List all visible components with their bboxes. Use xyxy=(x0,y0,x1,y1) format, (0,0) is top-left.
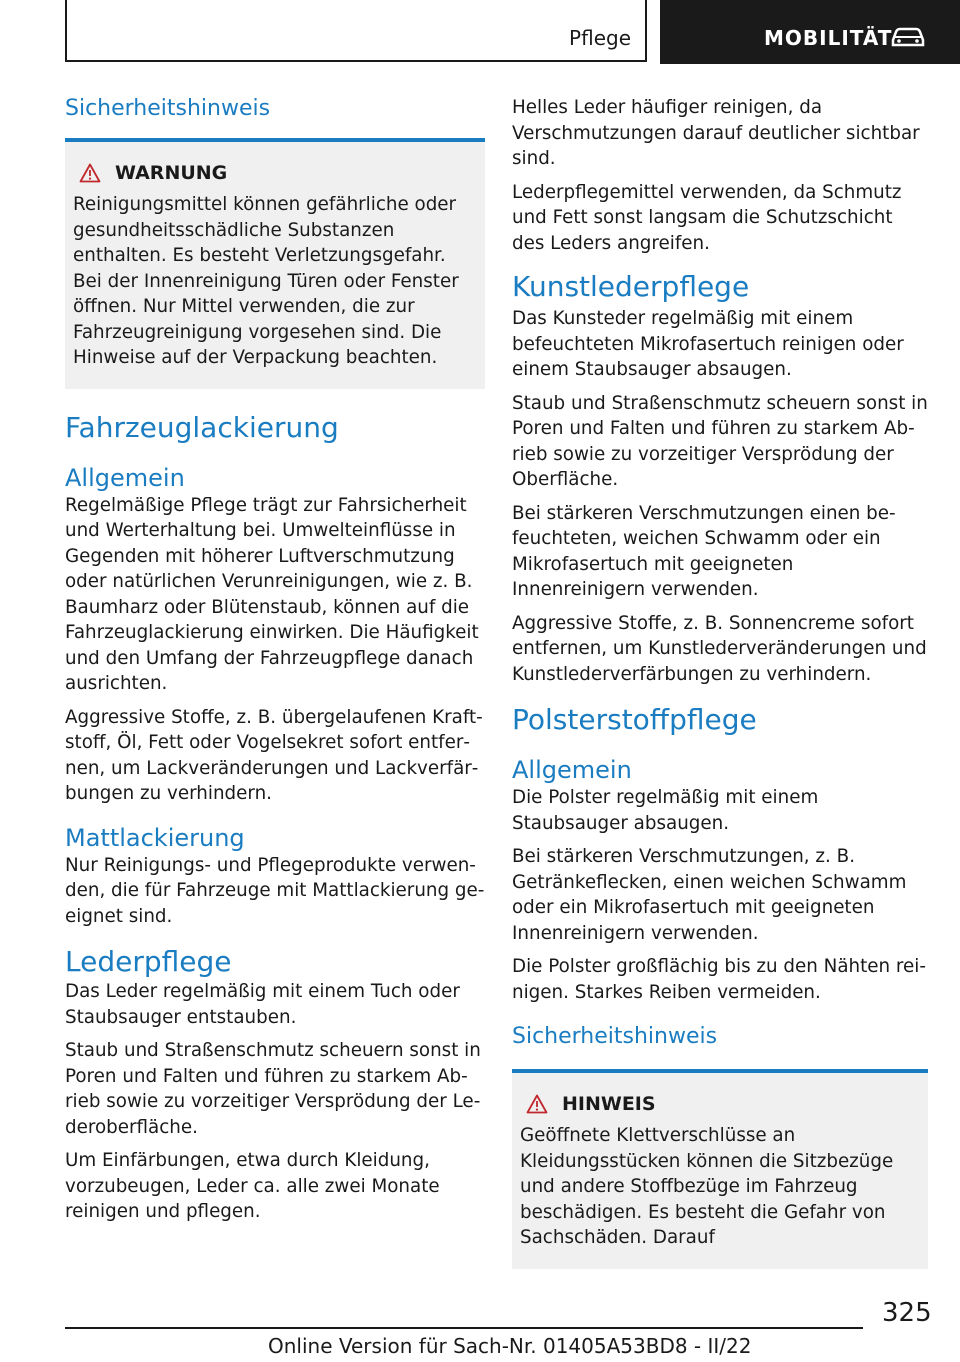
paragraph: Die Polster regelmäßig mit einem Staubsauger absaugen. xyxy=(512,787,819,834)
right-column xyxy=(512,95,928,1269)
notice-text: Geöffnete Klettverschlüsse an Kleidungsstücken können die Sitzbezüge und andere Stoffbezüge im Fahrzeug beschädigen. Es besteht die Gefahr von Sachschäden. Darauf xyxy=(520,1125,894,1248)
paragraph: Bei stärkeren Verschmutzungen, z. B. Getränkeflecken, einen weichen Schwamm oder ein Mikrofasertuch mit geeigneten Innenreinigern verwenden. xyxy=(512,846,907,944)
section-tab xyxy=(65,0,647,62)
warning-label: WARNUNG xyxy=(115,162,228,184)
paragraph: Bei stärkeren Verschmutzungen einen befeuchteten, weichen Schwamm oder ein Mikrofasertuch mit geeigneten Innenreinigern verwenden. xyxy=(512,502,896,600)
paragraph: Nur Reinigungs- und Pflegeprodukte verwenden, die für Fahrzeuge mit Mattlackierung geeignet sind. xyxy=(65,854,485,927)
warning-text: Reinigungsmittel können gefährliche oder gesundheitsschädliche Substanzen enthalten. Es besteht Verletzungsgefahr. Bei der Innenreinigung Türen oder Fenster öffnen. Nur Mittel verwenden, die zur Fahrzeugreinigung vorgesehen sind. Die Hinweise auf der Verpackung beachten. xyxy=(73,194,459,368)
footer-divider xyxy=(65,1327,863,1329)
heading-allgemein: Allgemein xyxy=(512,756,632,784)
heading-sicherheitshinweis: Sicherheitshinweis xyxy=(512,1024,718,1049)
warning-header xyxy=(73,158,477,188)
notice-box xyxy=(512,1073,928,1269)
left-column xyxy=(65,95,485,1233)
paragraph: Die Polster großflächig bis zu den Nähten reinigen. Starkes Reiben vermeiden. xyxy=(512,956,926,1003)
car-icon xyxy=(890,26,926,48)
heading-kunstlederpflege: Kunstlederpflege xyxy=(512,270,750,303)
chapter-tab-label: MOBILITÄT xyxy=(764,26,893,50)
chapter-tab xyxy=(660,0,960,64)
warning-icon xyxy=(526,1094,548,1114)
notice-label: HINWEIS xyxy=(562,1093,656,1115)
section-tab-label: Pflege xyxy=(569,26,631,50)
warning-icon xyxy=(79,163,101,183)
heading-fahrzeuglackierung: Fahrzeuglackierung xyxy=(65,410,339,444)
heading-polsterstoffpflege: Polsterstoffpflege xyxy=(512,703,757,736)
paragraph: Staub und Straßenschmutz scheuern sonst in Poren und Falten und führen zu starkem Abrieb sowie zu vorzeitiger Versprödung der Lederoberfläche. xyxy=(65,1040,481,1138)
paragraph: Das Kunsteder regelmäßig mit einem befeuchteten Mikrofasertuch reinigen oder einem Staubsauger absaugen. xyxy=(512,308,904,380)
page-number: 325 xyxy=(882,1298,932,1328)
heading-lederpflege: Lederpflege xyxy=(65,945,232,978)
paragraph: Regelmäßige Pflege trägt zur Fahrsicherheit und Werterhaltung bei. Umwelteinflüsse in Gegenden mit höherer Luftverschmutzung oder natürlichen Verunreinigungen, wie z. B. Baumharz oder Blütenstaub, können auf die Fahrzeuglackierung einwirken. Die Häufigkeit und den Umfang der Fahrzeugpflege danach ausrichten. xyxy=(65,494,479,694)
paragraph: Aggressive Stoffe, z. B. übergelaufenen Kraftstoff, Öl, Fett oder Vogelsekret sofort entfernen, um Lackveränderungen und Lackverfärbungen zu verhindern. xyxy=(65,706,483,804)
heading-allgemein: Allgemein xyxy=(65,463,185,492)
notice-header xyxy=(520,1089,920,1119)
heading-sicherheitshinweis: Sicherheitshinweis xyxy=(65,96,271,121)
paragraph: Das Leder regelmäßig mit einem Tuch oder Staubsauger entstauben. xyxy=(65,981,460,1028)
paragraph: Helles Leder häufiger reinigen, da Verschmutzungen darauf deutlicher sichtbar sind. xyxy=(512,97,920,169)
footer-online-version: Online Version für Sach-Nr. 01405A53BD8 - II/22 xyxy=(268,1334,752,1358)
paragraph: Um Einfärbungen, etwa durch Kleidung, vorzubeugen, Leder ca. alle zwei Monate reinigen und pflegen. xyxy=(65,1150,440,1222)
paragraph: Aggressive Stoffe, z. B. Sonnencreme sofort entfernen, um Kunstlederveränderungen und Kunstlederverfärbungen zu verhindern. xyxy=(512,612,927,685)
paragraph: Staub und Straßenschmutz scheuern sonst in Poren und Falten und führen zu starkem Abrieb sowie zu vorzeitiger Versprödung der Oberfläche. xyxy=(512,392,928,490)
paragraph: Lederpflegemittel verwenden, da Schmutz und Fett sonst langsam die Schutzschicht des Leders angreifen. xyxy=(512,181,902,254)
heading-mattlackierung: Mattlackierung xyxy=(65,823,245,852)
warning-box xyxy=(65,142,485,389)
